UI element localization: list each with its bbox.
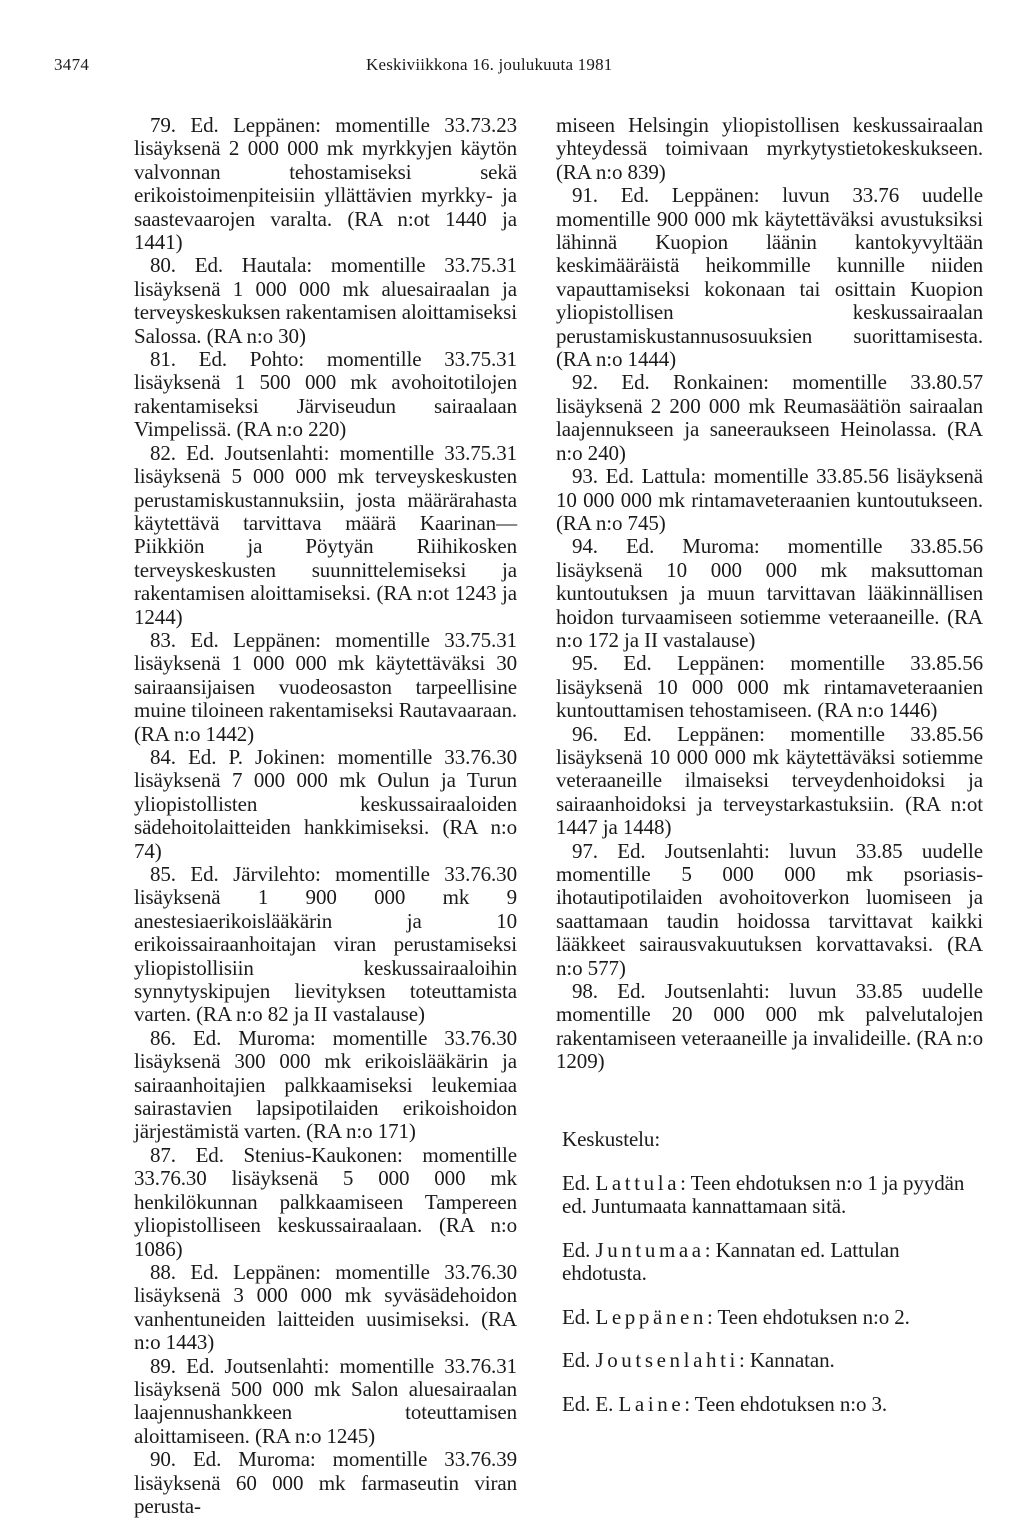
list-item: 92. Ed. Ronkainen: momentille 33.80.57 lisäyksenä 2 200 000 mk Reumasäätiön sairaalan laajennukseen ja saneeraukseen Heinolassa. (RA n:o 240) [556, 370, 983, 465]
header-date: Keskiviikkona 16. joulukuuta 1981 [366, 55, 613, 74]
right-column [556, 114, 983, 1436]
dialogue-line: Ed. Juntumaa: Kannatan ed. Lattulan ehdotusta. [562, 1237, 900, 1286]
discussion-heading: Keskustelu: [562, 1126, 661, 1151]
speaker-prefix: Ed. [562, 1304, 591, 1329]
speaker-prefix: Ed. [562, 1348, 591, 1373]
list-item: 93. Ed. Lattula: momentille 33.85.56 lisäyksenä 10 000 000 mk rintamaveteraanien kuntoutukseen. (RA n:o 745) [556, 464, 983, 535]
speaker-name: Leppänen [595, 1304, 708, 1329]
page-number: 3474 [54, 55, 90, 74]
speaker-name: Lattula [595, 1171, 681, 1196]
dialogue-line: Ed. Lattula: Teen ehdotuksen n:o 1 ja pyydän ed. Juntumaata kannattamaan sitä. [562, 1171, 965, 1219]
speaker-prefix: Ed. E. [562, 1391, 614, 1416]
dialogue-text: Kannatan ed. Lattulan ehdotusta. [562, 1237, 900, 1286]
list-item: 90. Ed. Muroma: momentille 33.76.39 lisäyksenä 60 000 mk farmaseutin viran perusta- [134, 1447, 517, 1518]
list-item: 97. Ed. Joutsenlahti: luvun 33.85 uudelle momentille 5 000 000 mk psoriasis-ihotautipotilaiden avohoitoverkon luomiseen ja saattamaan taudin hoidossa tarvittavat kaikki lääkkeet sairausvakuutuksen korvattavaksi. (RA n:o 577) [556, 838, 983, 980]
speaker-name: Joutsenlahti [595, 1348, 739, 1373]
list-item: 87. Ed. Stenius-Kaukonen: momentille 33.76.30 lisäyksenä 5 000 000 mk henkilökunnan palkkaamiseen Tampereen yliopistolliseen keskussairaalaan. (RA n:o 1086) [134, 1142, 517, 1261]
speaker-name: Laine [618, 1391, 685, 1416]
list-item: 81. Ed. Pohto: momentille 33.75.31 lisäyksenä 1 500 000 mk avohoitotilojen rakentamiseksi Järviseudun sairaalaan Vimpelissä. (RA n:o 220) [134, 347, 517, 442]
dialogue-text: Teen ehdotuksen n:o 2. [717, 1304, 910, 1329]
list-item: 89. Ed. Joutsenlahti: momentille 33.76.31 lisäyksenä 500 000 mk Salon aluesairaalan laajennushankkeen toteuttamisen aloittamiseen. (RA n:o 1245) [134, 1353, 517, 1448]
dialogue-text: Teen ehdotuksen n:o 1 ja pyydän ed. Juntumaata kannattamaan sitä. [562, 1171, 965, 1219]
list-item: 98. Ed. Joutsenlahti: luvun 33.85 uudelle momentille 20 000 000 mk palvelutalojen rakentamiseen veteraaneille ja invalideille. (RA n:o 1209) [556, 979, 983, 1074]
list-item: 88. Ed. Leppänen: momentille 33.76.30 lisäyksenä 3 000 000 mk syväsädehoidon vanhentuneiden laitteiden uusimiseksi. (RA n:o 1443) [134, 1259, 517, 1355]
list-item: 91. Ed. Leppänen: luvun 33.76 uudelle momentille 900 000 mk käytettäväksi avustuksiksi lähinnä Kuopion läänin kantokyvyltään keskimääräistä heikommille kunnille niiden vapauttamiseksi kokonaan tai osittain Kuopion yliopistollisen keskussairaalan perustamiskustannusosuuksien suorittamisesta. (RA n:o 1444) [556, 183, 983, 372]
list-item: 79. Ed. Leppänen: momentille 33.73.23 lisäyksenä 2 000 000 mk myrkkyjen käytön valvonnan tehostamiseksi sekä erikoistoimenpiteisiin yllättävien myrkky- ja saastevaarojen varalta. (RA n:ot 1440 ja 1441) [134, 113, 517, 255]
left-column [134, 114, 517, 1518]
speaker-name: Juntumaa [595, 1237, 705, 1262]
dialogue-text: Teen ehdotuksen n:o 3. [694, 1391, 888, 1416]
page-header [0, 54, 1024, 84]
list-item: 84. Ed. P. Jokinen: momentille 33.76.30 lisäyksenä 7 000 000 mk Oulun ja Turun yliopistollisten keskussairaaloiden sädehoitolaitteiden hankkimiseksi. (RA n:o 74) [134, 744, 517, 863]
list-item: 82. Ed. Joutsenlahti: momentille 33.75.31 lisäyksenä 5 000 000 mk terveyskeskusten perustamiskustannuksiin, josta määrärahasta käytettävä tarvittava määrä Kaarinan—Piikkiön ja Pöytyän Riihikosken terveyskeskusten suunnittelemiseksi ja rakentamisen aloittamiseksi. (RA n:ot 1243 ja 1244) [134, 440, 517, 629]
list-item: 86. Ed. Muroma: momentille 33.76.30 lisäyksenä 300 000 mk erikoislääkärin ja sairaanhoitajien palkkaamiseksi leukemiaa sairastavien lapsipotilaiden erikoishoidon järjestämistä varten. (RA n:o 171) [134, 1025, 517, 1144]
list-item: 85. Ed. Järvilehto: momentille 33.76.30 lisäyksenä 1 900 000 mk 9 anestesiaerikoislääkärin ja 10 erikoissairaanhoitajan viran perustamiseksi yliopistollisiin keskussairaaloihin synnytyskipujen lievityksen toteuttamista varten. (RA n:o 82 ja II vastalause) [134, 862, 517, 1027]
list-item: 80. Ed. Hautala: momentille 33.75.31 lisäyksenä 1 000 000 mk aluesairaalan ja terveyskeskuksen rakentamisen aloittamiseksi Salossa. (RA n:o 30) [134, 253, 517, 348]
list-item: 95. Ed. Leppänen: momentille 33.85.56 lisäyksenä 10 000 000 mk rintamaveteraanien kuntouttamisen tehostamiseen. (RA n:o 1446) [556, 651, 983, 723]
dialogue-line: Ed. E. Laine: Teen ehdotuksen n:o 3. [562, 1391, 888, 1416]
dialogue-text: Kannatan. [749, 1348, 835, 1373]
list-item: 83. Ed. Leppänen: momentille 33.75.31 lisäyksenä 1 000 000 mk käytettäväksi 30 sairaansijaisen vuodeosaston tarpeellisine muine tiloineen rakentamiseksi Rautavaaraan. (RA n:o 1442) [134, 627, 517, 746]
speaker-prefix: Ed. [562, 1237, 591, 1262]
list-item: 96. Ed. Leppänen: momentille 33.85.56 lisäyksenä 10 000 000 mk käytettäväksi sotiemme veteraaneille ilmaiseksi terveydenhoidoksi ja sairaanhoidoksi ja terveystarkastuksiin. (RA n:ot 1447 ja 1448) [556, 721, 983, 840]
dialogue-line: Ed. Joutsenlahti: Kannatan. [562, 1348, 835, 1373]
continued-text: miseen Helsingin yliopistollisen keskussairaalan yhteydessä toimivaan myrkytystietokeskukseen. (RA n:o 839) [556, 113, 983, 184]
speaker-prefix: Ed. [562, 1171, 591, 1196]
dialogue-line: Ed. Leppänen: Teen ehdotuksen n:o 2. [562, 1304, 910, 1329]
list-item: 94. Ed. Muroma: momentille 33.85.56 lisäyksenä 10 000 000 mk maksuttoman kuntoutuksen ja muun tarvittavan lääkinnällisen hoidon turvaamiseen sotiemme veteraaneille. (RA n:o 172 ja II vastalause) [556, 534, 983, 652]
